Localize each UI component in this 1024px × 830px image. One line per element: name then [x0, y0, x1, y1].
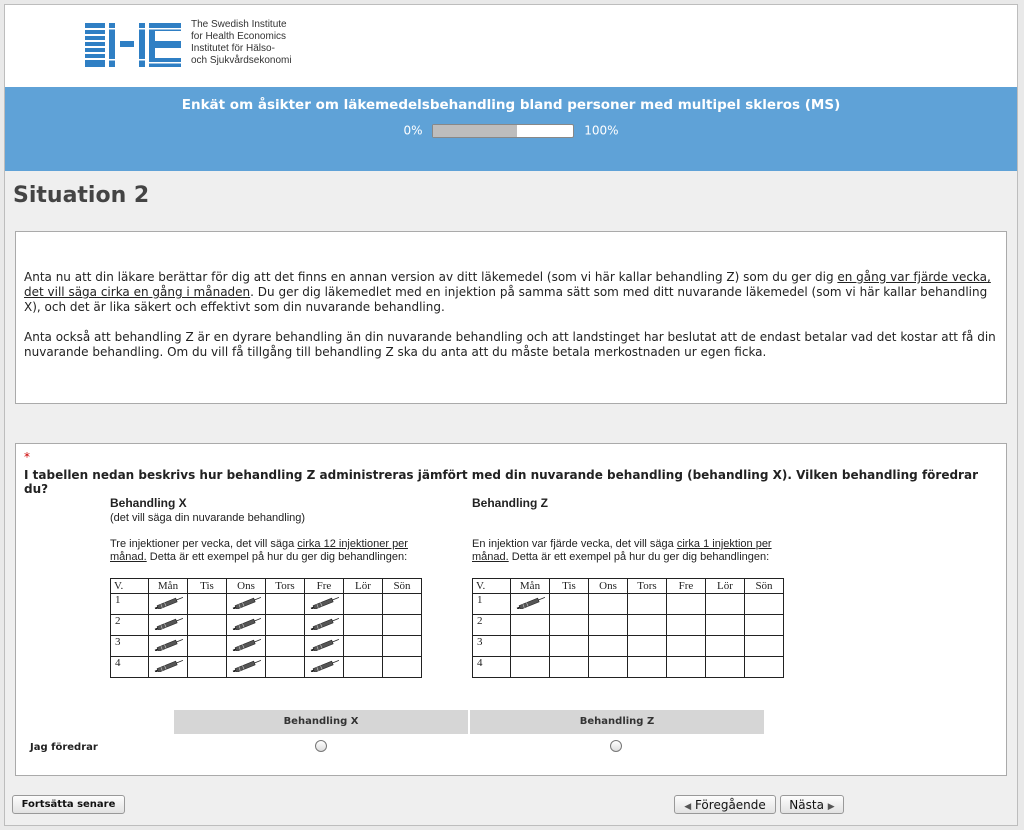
day-cell: [305, 657, 344, 678]
syringe-icon: [309, 618, 341, 630]
day-cell: [227, 594, 266, 615]
day-cell: [550, 615, 589, 636]
treatment-x-block: [110, 496, 430, 678]
syringe-icon: [153, 618, 185, 630]
week-number: 2: [111, 615, 149, 636]
arrow-right-icon: ▶: [827, 802, 835, 812]
week-number: 4: [111, 657, 149, 678]
day-cell: [188, 615, 227, 636]
day-cell: [511, 636, 550, 657]
week-table-header: Ons: [227, 579, 266, 594]
continue-later-button[interactable]: Fortsätta senare: [12, 795, 125, 814]
syringe-icon: [231, 597, 263, 609]
syringe-icon: [515, 597, 547, 609]
ihe-logo-mark: [85, 19, 185, 71]
required-mark: *: [24, 450, 30, 464]
treatment-z-week-table: [472, 578, 784, 678]
week-row: [111, 594, 422, 615]
day-cell: [706, 657, 745, 678]
day-cell: [706, 615, 745, 636]
day-cell: [745, 636, 784, 657]
day-cell: [706, 636, 745, 657]
day-cell: [667, 594, 706, 615]
syringe-icon: [231, 639, 263, 651]
day-cell: [667, 615, 706, 636]
logo-text: [191, 19, 292, 67]
survey-title: Enkät om åsikter om läkemedelsbehandling bland personer med multipel skleros (MS): [181, 97, 841, 113]
treatment-x-description: [110, 538, 430, 564]
page-title: Situation 2: [13, 183, 150, 208]
progress-fill: [433, 125, 517, 137]
day-cell: [149, 636, 188, 657]
logo-line-1: The Swedish Institute: [191, 19, 287, 30]
desc-underlined: cirka 1 injektion per månad.: [472, 538, 772, 563]
day-cell: [628, 615, 667, 636]
day-cell: [706, 594, 745, 615]
next-label: Nästa: [789, 798, 824, 812]
week-row: [473, 657, 784, 678]
day-cell: [745, 615, 784, 636]
week-row: [111, 657, 422, 678]
day-cell: [305, 615, 344, 636]
choice-row-label: Jag föredrar: [30, 742, 98, 753]
progress-min: 0%: [403, 123, 423, 138]
syringe-icon: [309, 597, 341, 609]
week-row: [473, 594, 784, 615]
week-table-header: Fre: [667, 579, 706, 594]
day-cell: [511, 657, 550, 678]
desc-underlined: cirka 12 injektioner per månad.: [110, 538, 408, 563]
choice-header-z: Behandling Z: [470, 710, 764, 734]
treatment-x-title: Behandling X: [110, 496, 187, 510]
day-cell: [511, 615, 550, 636]
radio-treatment-z[interactable]: [610, 740, 622, 752]
top-bar: [5, 5, 1017, 87]
day-cell: [305, 594, 344, 615]
desc-text: Detta är ett exempel på hur du ger dig behandlingen:: [146, 551, 408, 563]
progress: [5, 123, 1017, 138]
info-paragraph-1: [24, 270, 996, 315]
syringe-icon: [231, 660, 263, 672]
day-cell: [227, 657, 266, 678]
week-table-header: Sön: [745, 579, 784, 594]
week-row: [473, 615, 784, 636]
syringe-icon: [309, 639, 341, 651]
syringe-icon: [309, 660, 341, 672]
day-cell: [266, 636, 305, 657]
day-cell: [305, 636, 344, 657]
week-table-header: V.: [111, 579, 149, 594]
radio-treatment-x[interactable]: [315, 740, 327, 752]
question-box: [15, 443, 1007, 776]
info-text: . Du ger dig läkemedlet med en injektion på samma sätt som med ditt nuvarande läkemedel (som vi här kallar behandling X), och det är lika säkert och effektivt som din nuvarande behandling.: [24, 285, 988, 314]
day-cell: [745, 657, 784, 678]
desc-text: En injektion var fjärde vecka, det vill säga: [472, 538, 677, 550]
week-table-header: Fre: [305, 579, 344, 594]
week-row: [473, 636, 784, 657]
desc-text: Detta är ett exempel på hur du ger dig behandlingen:: [508, 551, 770, 563]
day-cell: [227, 636, 266, 657]
day-cell: [589, 594, 628, 615]
week-table-header: Sön: [383, 579, 422, 594]
syringe-icon: [153, 597, 185, 609]
logo-line-4: och Sjukvårdsekonomi: [191, 55, 292, 66]
day-cell: [149, 657, 188, 678]
day-cell: [383, 636, 422, 657]
treatment-z-block: [472, 496, 792, 678]
choice-header-x: Behandling X: [174, 710, 468, 734]
week-table-header: Tis: [550, 579, 589, 594]
week-table-header: Tors: [266, 579, 305, 594]
logo-line-3: Institutet för Hälso-: [191, 43, 275, 54]
day-cell: [266, 594, 305, 615]
day-cell: [589, 615, 628, 636]
treatment-z-description: [472, 538, 792, 564]
day-cell: [344, 594, 383, 615]
week-table-header: Tors: [628, 579, 667, 594]
day-cell: [188, 594, 227, 615]
day-cell: [667, 657, 706, 678]
week-table-header: Lör: [706, 579, 745, 594]
day-cell: [511, 594, 550, 615]
day-cell: [227, 615, 266, 636]
previous-label: Föregående: [694, 798, 766, 812]
ihe-logo: [85, 19, 315, 77]
next-button[interactable]: [780, 795, 844, 814]
day-cell: [550, 636, 589, 657]
day-cell: [266, 615, 305, 636]
previous-button[interactable]: [674, 795, 776, 814]
day-cell: [667, 636, 706, 657]
day-cell: [383, 615, 422, 636]
scenario-info-box: [15, 231, 1007, 404]
day-cell: [628, 657, 667, 678]
week-number: 2: [473, 615, 511, 636]
info-text: Anta nu att din läkare berättar för dig att det finns en annan version av ditt läkemedel (som vi här kallar behandling Z) som du ger dig: [24, 270, 838, 284]
week-table-header: V.: [473, 579, 511, 594]
week-table-header: Mån: [511, 579, 550, 594]
question-text: I tabellen nedan beskrivs hur behandling Z administreras jämfört med din nuvarande behandling (behandling X). Vilken behandling föredrar du?: [24, 468, 978, 496]
day-cell: [589, 657, 628, 678]
treatment-x-week-table: [110, 578, 422, 678]
day-cell: [149, 594, 188, 615]
syringe-icon: [153, 639, 185, 651]
day-cell: [344, 657, 383, 678]
desc-text: Tre injektioner per vecka, det vill säga: [110, 538, 298, 550]
day-cell: [266, 657, 305, 678]
progress-max: 100%: [584, 123, 619, 138]
week-number: 4: [473, 657, 511, 678]
week-row: [111, 636, 422, 657]
day-cell: [550, 657, 589, 678]
info-paragraph-2: Anta också att behandling Z är en dyrare behandling än din nuvarande behandling och att landstinget har beslutat att de endast betalar vad det kostar att få din nuvarande behandling. Om du vill få tillgång till behandling Z ska du anta att du måste betala merkostnaden ur egen ficka.: [24, 330, 996, 359]
survey-header: [5, 87, 1017, 171]
day-cell: [383, 594, 422, 615]
week-number: 1: [111, 594, 149, 615]
day-cell: [589, 636, 628, 657]
week-table-header: Ons: [589, 579, 628, 594]
syringe-icon: [153, 660, 185, 672]
day-cell: [628, 636, 667, 657]
day-cell: [550, 594, 589, 615]
day-cell: [383, 657, 422, 678]
day-cell: [745, 594, 784, 615]
week-number: 3: [111, 636, 149, 657]
day-cell: [149, 615, 188, 636]
day-cell: [344, 615, 383, 636]
arrow-left-icon: ◀: [684, 802, 692, 812]
logo-line-2: for Health Economics: [191, 31, 287, 42]
syringe-icon: [231, 618, 263, 630]
survey-window: [4, 4, 1018, 826]
week-row: [111, 615, 422, 636]
week-number: 3: [473, 636, 511, 657]
day-cell: [188, 636, 227, 657]
day-cell: [188, 657, 227, 678]
info-underlined: en gång var fjärde vecka, det vill säga cirka en gång i månaden: [24, 270, 991, 299]
week-table-header: Lör: [344, 579, 383, 594]
week-number: 1: [473, 594, 511, 615]
progress-bar: [432, 124, 574, 138]
day-cell: [628, 594, 667, 615]
week-table-header: Mån: [149, 579, 188, 594]
treatment-z-title: Behandling Z: [472, 496, 548, 510]
week-table-header: Tis: [188, 579, 227, 594]
treatment-x-subtitle: (det vill säga din nuvarande behandling): [110, 512, 306, 524]
day-cell: [344, 636, 383, 657]
